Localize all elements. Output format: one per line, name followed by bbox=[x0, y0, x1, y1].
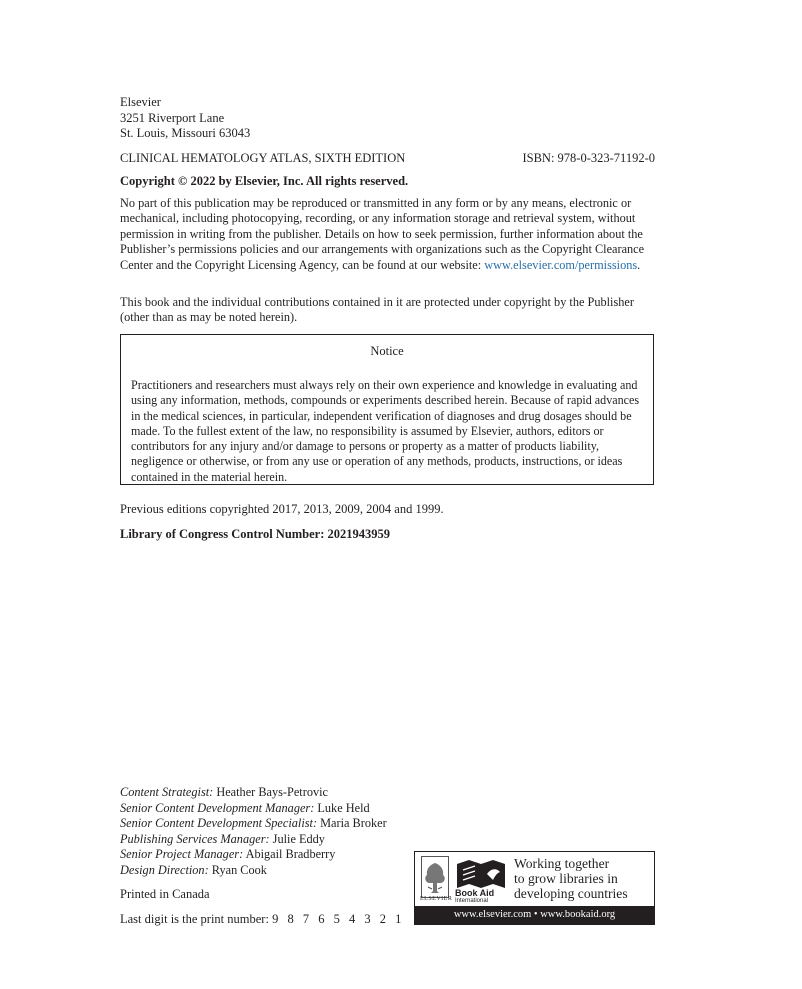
print-number-digits: 9 8 7 6 5 4 3 2 1 bbox=[272, 912, 405, 926]
printed-in: Printed in Canada bbox=[120, 887, 210, 901]
publisher-city: St. Louis, Missouri 63043 bbox=[120, 126, 251, 140]
permissions-text: No part of this publication may be reproduced or transmitted in any form or by any means, electronic or mechanical, including photocopying, recording, or any information storage and retrieval system, without permission in writing from the publisher. Details on how to seek permission, further information about the Publisher’s permissions policies and our arrangements with organizations such as the Copyright Clearance Center and the Copyright Licensing Agency, can be found at our website: bbox=[120, 196, 645, 272]
credit-line bbox=[120, 785, 387, 801]
credit-role: Content Strategist: bbox=[120, 785, 214, 799]
publisher-street: 3251 Riverport Lane bbox=[120, 110, 225, 125]
book-aid-sub: International bbox=[455, 898, 489, 904]
credit-name: Ryan Cook bbox=[211, 862, 267, 877]
tagline-line: Working together bbox=[514, 856, 610, 871]
tagline-line: to grow libraries in bbox=[514, 871, 618, 887]
isbn: ISBN: 978-0-323-71192-0 bbox=[522, 151, 655, 165]
credit-name: Heather Bays-Petrovic bbox=[216, 785, 328, 799]
credit-role: Senior Project Manager: bbox=[120, 847, 244, 861]
bookaid-logo-top bbox=[415, 852, 653, 906]
credit-line bbox=[120, 832, 387, 848]
credit-role: Design Direction: bbox=[120, 862, 209, 877]
protection-paragraph: This book and the individual contributions contained in it are protected under copyright by the Publisher (other than as may be noted herein). bbox=[120, 295, 634, 325]
bookaid-tagline bbox=[514, 856, 628, 902]
copyright-line: Copyright © 2022 by Elsevier, Inc. All rights reserved. bbox=[120, 174, 409, 188]
credit-line bbox=[120, 816, 387, 832]
elsevier-wordmark: ELSEVIER bbox=[420, 896, 453, 902]
credit-role: Senior Content Development Specialist: bbox=[120, 816, 318, 830]
credit-line bbox=[120, 863, 387, 879]
credit-line bbox=[120, 847, 387, 863]
permissions-link[interactable]: www.elsevier.com/permissions bbox=[484, 257, 638, 272]
publisher-name: Elsevier bbox=[120, 95, 161, 109]
credit-line bbox=[120, 801, 387, 817]
credit-role: Senior Content Development Manager: bbox=[120, 800, 315, 815]
lccn: Library of Congress Control Number: 2021943959 bbox=[120, 527, 391, 541]
permissions-paragraph bbox=[120, 196, 660, 273]
book-title: CLINICAL HEMATOLOGY ATLAS, SIXTH EDITION bbox=[120, 151, 406, 165]
bookaid-logo-box bbox=[414, 851, 655, 925]
credit-name: Abigail Bradberry bbox=[245, 847, 336, 861]
credit-name: Julie Eddy bbox=[272, 831, 325, 846]
credits-list bbox=[120, 785, 387, 878]
credit-role: Publishing Services Manager: bbox=[120, 831, 270, 846]
notice-body: Practitioners and researchers must always rely on their own experience and knowledge in evaluating and using any information, methods, compounds or experiments described herein. Because of rapid advances in the medical sciences, in particular, independent verification of diagnoses and drug dosages should be made. To the fullest extent of the law, no responsibility is assumed by Elsevier, authors, editors or contributors for any injury and/or damage to persons or property as a matter of products liability, negligence or otherwise, or from any use or operation of any methods, products, instructions, or ideas contained in the material herein. bbox=[131, 378, 640, 484]
permissions-end: . bbox=[637, 257, 641, 272]
book-title-row bbox=[120, 151, 655, 166]
notice-box bbox=[120, 334, 654, 485]
tagline-line: developing countries bbox=[514, 886, 628, 902]
elsevier-tree-icon bbox=[421, 856, 449, 898]
credit-name: Luke Held bbox=[317, 800, 370, 815]
previous-editions: Previous editions copyrighted 2017, 2013, 2009, 2004 and 1999. bbox=[120, 502, 444, 516]
notice-title: Notice bbox=[370, 344, 404, 358]
book-aid-name: Book Aid bbox=[455, 888, 495, 898]
print-number-label: Last digit is the print number: bbox=[120, 912, 269, 926]
publisher-address bbox=[120, 95, 250, 142]
credit-name: Maria Broker bbox=[320, 816, 387, 830]
book-aid-icon bbox=[455, 858, 507, 890]
print-number-line bbox=[120, 912, 404, 927]
bookaid-urls: www.elsevier.com • www.bookaid.org bbox=[415, 906, 654, 924]
